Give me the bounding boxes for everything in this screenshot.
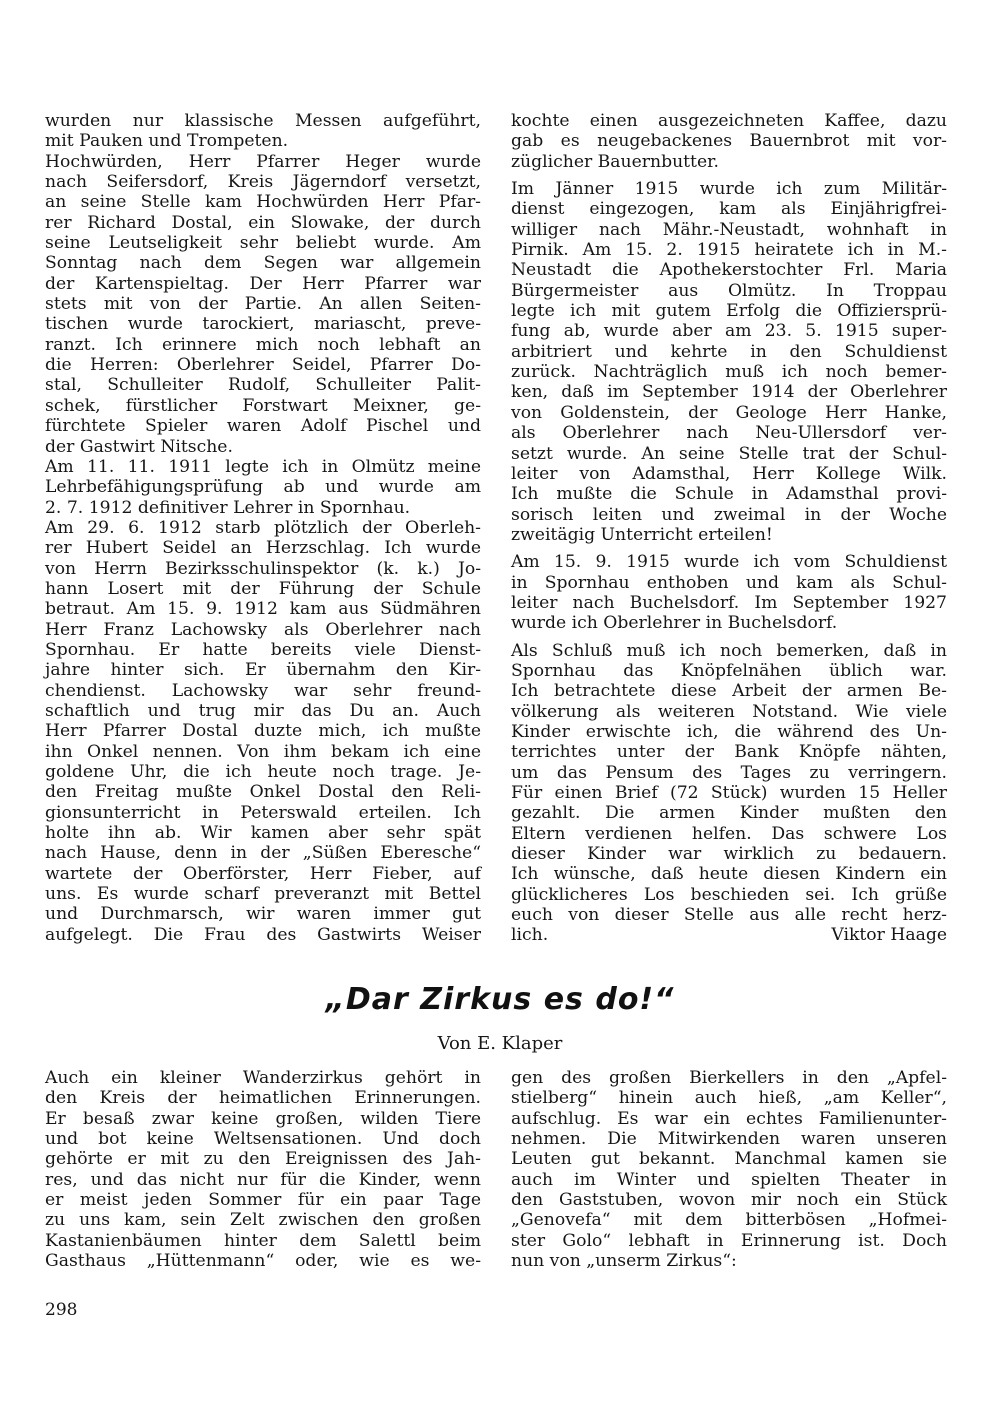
- text-line: kochte einen ausgezeichneten Kaffee, dazu: [511, 111, 947, 131]
- text-line: ken, daß im September 1914 der Oberlehrer: [511, 382, 947, 403]
- text-line: Spornhau. Er hatte bereits viele Dienst-: [45, 639, 481, 660]
- text-line: und Durchmarsch, wir waren immer gut: [45, 904, 481, 925]
- text-line: wurde ich Oberlehrer in Buchelsdorf.: [511, 613, 838, 634]
- text-line: Am 11. 11. 1911 legte ich in Olmütz meine: [45, 456, 481, 477]
- text-line: er meist jeden Sommer für ein paar Tage: [45, 1190, 481, 1211]
- article2-right-column: [511, 1068, 947, 1271]
- text-line: Lehrbefähigungsprüfung ab und wurde am: [45, 477, 481, 498]
- article1-right-column: [511, 111, 947, 946]
- text-line: Sonntag nach dem Segen war allgemein: [45, 253, 481, 274]
- text-line: gab es neugebackenes Bauernbrot mit vor-: [511, 131, 947, 152]
- article2-left-column: [45, 1068, 481, 1271]
- page-number: 298: [45, 1300, 78, 1320]
- text-line: Kastanienbäumen hinter dem Salettl beim: [45, 1230, 481, 1251]
- text-line: ster Golo“ lebhaft in Erinnerung ist. Doch: [511, 1230, 947, 1251]
- text-line: goldene Uhr, die ich heute noch trage. Je-: [45, 762, 481, 782]
- text-line: Ich betrachtete diese Arbeit der armen Be-: [511, 681, 947, 702]
- text-line: um das Pensum des Tages zu verringern.: [511, 762, 947, 783]
- text-line: Für einen Brief (72 Stück) wurden 15 Heller: [511, 783, 947, 803]
- text-line: dieser Kinder war wirklich zu bedauern.: [511, 844, 947, 865]
- text-line: „Genovefa“ mit dem bitterbösen „Hofmei-: [511, 1210, 947, 1231]
- article-byline: Von E. Klaper: [437, 1033, 563, 1054]
- text-line: Am 29. 6. 1912 starb plötzlich der Oberleh-: [45, 517, 481, 538]
- text-line: uns. Es wurde scharf preveranzt mit Bettel: [45, 884, 481, 905]
- article1-left-column: [45, 111, 481, 945]
- text-line: Er besaß zwar keine großen, wilden Tiere: [45, 1108, 481, 1129]
- text-line: arbitriert und kehrte in den Schuldienst: [511, 341, 947, 362]
- text-line: gionsunterricht in Peterswald erteilen. Ich: [45, 802, 481, 823]
- text-line: Ich wünsche, daß heute diesen Kindern ein: [511, 864, 947, 885]
- text-line: ranzt. Ich erinnere mich noch lebhaft an: [45, 334, 481, 355]
- text-line: gehörte er mit zu den Ereignissen des Jah-: [45, 1149, 481, 1170]
- text-line: aufgelegt. Die Frau des Gastwirts Weiser: [45, 924, 481, 945]
- text-line: Eltern verdienen helfen. Das schwere Los: [511, 823, 947, 844]
- author-signature: Viktor Haage: [831, 925, 947, 946]
- text-line: terrichtes unter der Bank Knöpfe nähten,: [511, 742, 947, 763]
- paragraph: [45, 111, 481, 152]
- text-line: Gasthaus „Hüttenmann“ oder, wie es we-: [45, 1251, 481, 1272]
- text-line: zurück. Nachträglich muß ich noch bemer-: [511, 362, 947, 383]
- text-line: Hochwürden, Herr Pfarrer Heger wurde: [45, 151, 481, 172]
- text-line: hann Losert mit der Führung der Schule: [45, 578, 481, 599]
- text-line: Pirnik. Am 15. 2. 1915 heiratete ich in M.-: [511, 240, 947, 261]
- text-line: nehmen. Die Mitwirkenden waren unseren: [511, 1129, 947, 1150]
- text-line: auch im Winter und spielten Theater in: [511, 1169, 947, 1190]
- text-line: chendienst. Lachowsky war sehr freund-: [45, 680, 481, 701]
- text-line: an seine Stelle kam Hochwürden Herr Pfar-: [45, 192, 481, 213]
- paragraph: [511, 552, 947, 633]
- text-line: betraut. Am 15. 9. 1912 kam aus Südmähren: [45, 599, 481, 620]
- text-line: zu uns kam, sein Zelt zwischen den großen: [45, 1210, 481, 1231]
- text-line: Leuten gut bekannt. Manchmal kamen sie: [511, 1149, 947, 1170]
- article-title: „Dar Zirkus es do!“: [325, 982, 675, 1017]
- paragraph: [511, 641, 947, 946]
- text-line: 2. 7. 1912 definitiver Lehrer in Spornhau.: [45, 497, 411, 518]
- text-line: wartete der Oberförster, Herr Fieber, auf: [45, 863, 481, 884]
- text-line: mit Pauken und Trompeten.: [45, 131, 289, 152]
- text-line: tischen wurde tarockiert, mariascht, preve-: [45, 314, 481, 335]
- text-line: Neustadt die Apothekerstochter Frl. Maria: [511, 260, 947, 281]
- text-line: der Kartenspieltag. Der Herr Pfarrer war: [45, 273, 481, 294]
- text-line: züglicher Bauernbutter.: [511, 151, 719, 172]
- text-line: sorisch leiten und zweimal in der Woche: [511, 504, 947, 525]
- text-line: holte ihn ab. Wir kamen aber sehr spät: [45, 823, 481, 844]
- text-line: nach Hause, denn in der „Süßen Eberesche“: [45, 843, 481, 864]
- text-line: Auch ein kleiner Wanderzirkus gehört in: [45, 1068, 481, 1088]
- text-line: nach Seifersdorf, Kreis Jägerndorf versetzt,: [45, 172, 481, 193]
- text-line: rer Richard Dostal, ein Slowake, der durch: [45, 212, 481, 233]
- text-line: res, und das nicht nur für die Kinder, wenn: [45, 1169, 481, 1190]
- text-line: gezahlt. Die armen Kinder mußten den: [511, 803, 947, 824]
- text-line: wurden nur klassische Messen aufgeführt,: [45, 111, 481, 131]
- text-line: Kinder erwischte ich, die während des Un-: [511, 721, 947, 742]
- text-line: den Gaststuben, wovon mir noch ein Stück: [511, 1190, 947, 1211]
- paragraph: [511, 179, 947, 545]
- paragraph: [45, 152, 481, 457]
- text-line: gen des großen Bierkellers in den „Apfel-: [511, 1068, 947, 1088]
- text-line: dienst eingezogen, kam als Einjährigfrei-: [511, 199, 947, 220]
- text-line: Bürgermeister aus Olmütz. In Troppau: [511, 280, 947, 301]
- text-line: die Herren: Oberlehrer Seidel, Pfarrer Do-: [45, 355, 481, 376]
- text-line: Herr Pfarrer Dostal duzte mich, ich mußte: [45, 721, 481, 742]
- text-line: seine Leutseligkeit sehr beliebt wurde. Am: [45, 233, 481, 254]
- text-line: stielberg“ hinein auch hieß, „am Keller“,: [511, 1088, 947, 1109]
- text-line: stal, Schulleiter Rudolf, Schulleiter Palit-: [45, 375, 481, 396]
- text-line: in Spornhau enthoben und kam als Schul-: [511, 572, 947, 593]
- text-line: Als Schluß muß ich noch bemerken, daß in: [511, 640, 947, 661]
- text-line: lich.: [511, 925, 549, 946]
- text-line: als Oberlehrer nach Neu-Ullersdorf ver-: [511, 423, 947, 444]
- paragraph: [45, 1068, 481, 1271]
- text-line: leiter nach Buchelsdorf. Im September 1927: [511, 592, 947, 613]
- text-line: williger nach Mähr.-Neustadt, wohnhaft in: [511, 219, 947, 240]
- text-line: euch von dieser Stelle aus alle recht herz-: [511, 905, 947, 926]
- text-line: Herr Franz Lachowsky als Oberlehrer nach: [45, 619, 481, 640]
- closing-line: [511, 925, 947, 945]
- text-line: von Herrn Bezirksschulinspektor (k. k.) Jo-: [45, 558, 481, 579]
- text-line: leiter von Adamsthal, Herr Kollege Wilk.: [511, 463, 947, 484]
- text-line: zweitägig Unterricht erteilen!: [511, 524, 773, 545]
- paragraph: [511, 1068, 947, 1271]
- text-line: legte ich mit gutem Erfolg die Offiziersprü-: [511, 301, 947, 322]
- text-line: von Goldenstein, der Geologe Herr Hanke,: [511, 402, 947, 423]
- text-line: rer Hubert Seidel an Herzschlag. Ich wurde: [45, 538, 481, 559]
- text-line: schaftlich und trug mir das Du an. Auch: [45, 700, 481, 721]
- text-line: und bot keine Weltsensationen. Und doch: [45, 1129, 481, 1150]
- text-line: aufschlug. Es war ein echtes Familienunter-: [511, 1108, 947, 1129]
- text-line: Im Jänner 1915 wurde ich zum Militär-: [511, 179, 947, 200]
- text-line: Spornhau das Knöpfelnähen üblich war.: [511, 660, 947, 681]
- text-line: fürchtete Spieler waren Adolf Pischel und: [45, 416, 481, 437]
- text-line: den Freitag mußte Onkel Dostal den Reli-: [45, 782, 481, 803]
- paragraph: [45, 518, 481, 945]
- text-line: setzt wurde. An seine Stelle trat der Schul-: [511, 443, 947, 464]
- text-line: ihn Onkel nennen. Von ihm bekam ich eine: [45, 741, 481, 762]
- text-line: Ich mußte die Schule in Adamsthal provi-: [511, 484, 947, 505]
- text-line: jahre hinter sich. Er übernahm den Kir-: [45, 660, 481, 681]
- text-line: der Gastwirt Nitsche.: [45, 436, 233, 457]
- text-line: völkerung als weiteren Notstand. Wie viele: [511, 701, 947, 722]
- text-line: stets mit von der Partie. An allen Seiten-: [45, 294, 481, 315]
- text-line: glücklicheres Los beschieden sei. Ich grüße: [511, 884, 947, 905]
- text-line: fung ab, wurde aber am 23. 5. 1915 super-: [511, 321, 947, 342]
- paragraph: [45, 457, 481, 518]
- paragraph: [511, 111, 947, 172]
- text-line: Am 15. 9. 1915 wurde ich vom Schuldienst: [511, 552, 947, 573]
- text-line: den Kreis der heimatlichen Erinnerungen.: [45, 1088, 481, 1109]
- text-line: nun von „unserm Zirkus“:: [511, 1251, 737, 1272]
- text-line: schek, fürstlicher Forstwart Meixner, ge-: [45, 395, 481, 416]
